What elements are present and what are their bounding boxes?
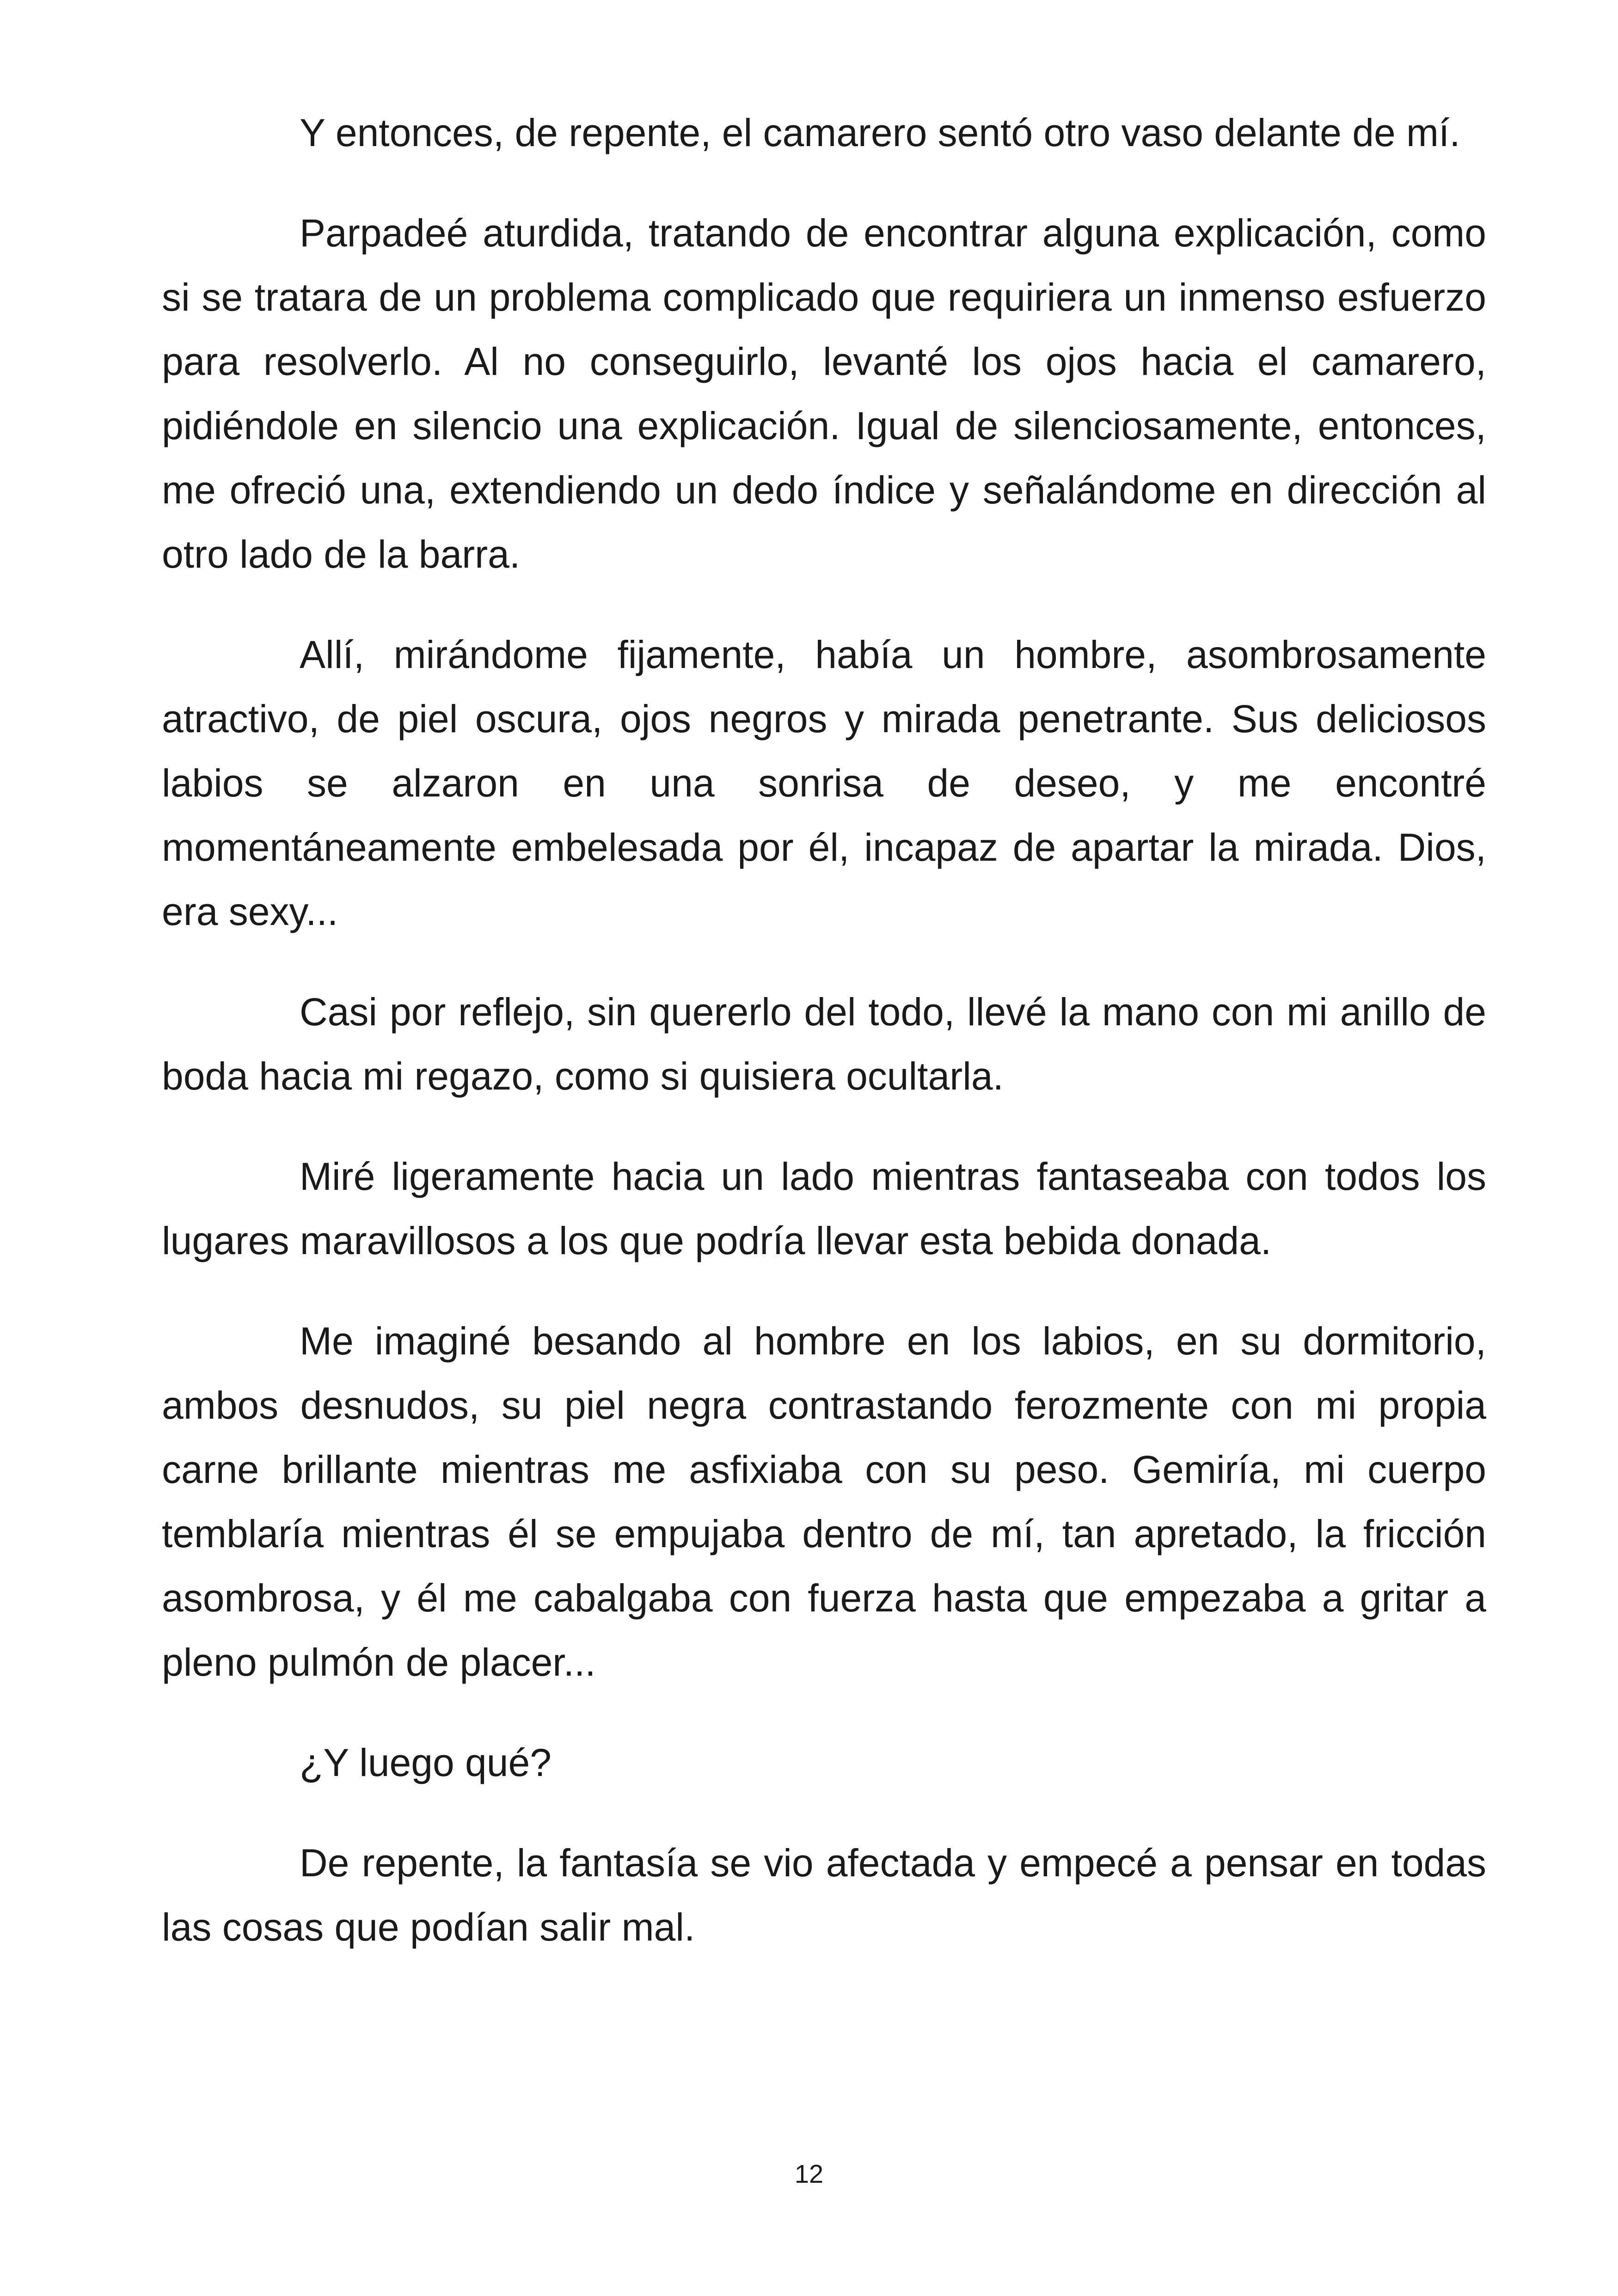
paragraph: Miré ligeramente hacia un lado mientras fantaseaba con todos los lugares maravillosos a los que podría llevar esta bebida donada. [162, 1155, 1486, 1262]
paragraph: ¿Y luego qué? [300, 1741, 552, 1784]
paragraph: Allí, mirándome fijamente, había un hombre, asombrosamente atractivo, de piel oscura, ojos negros y mirada penetrante. Sus deliciosos labios se alzaron en una sonrisa de deseo, y me encontré momentáneamente embelesada por él, incapaz de apartar la mirada. Dios, era sexy... [162, 633, 1486, 933]
paragraph: Parpadeé aturdida, tratando de encontrar alguna explicación, como si se tratara de un problema complicado que requiriera un inmenso esfuerzo para resolverlo. Al no conseguirlo, levanté los ojos hacia el camarero, pidiéndole en silencio una explicación. Igual de silenciosamente, entonces, me ofreció una, extendiendo un dedo índice y señalándome en dirección al otro lado de la barra. [162, 211, 1486, 576]
body-text [162, 101, 1486, 1996]
paragraph: Me imaginé besando al hombre en los labios, en su dormitorio, ambos desnudos, su piel negra contrastando ferozmente con mi propia carne brillante mientras me asfixiaba con su peso. Gemiría, mi cuerpo temblaría mientras él se empujaba dentro de mí, tan apretado, la fricción asombrosa, y él me cabalgaba con fuerza hasta que empezaba a gritar a pleno pulmón de placer... [162, 1319, 1486, 1684]
paragraph: Casi por reflejo, sin quererlo del todo, llevé la mano con mi anillo de boda hacia mi regazo, como si quisiera ocultarla. [162, 990, 1486, 1098]
page-number: 12 [794, 2159, 824, 2188]
paragraph: Y entonces, de repente, el camarero sentó otro vaso delante de mí. [300, 111, 1460, 154]
paragraph: De repente, la fantasía se vio afectada y empecé a pensar en todas las cosas que podían salir mal. [162, 1841, 1486, 1949]
